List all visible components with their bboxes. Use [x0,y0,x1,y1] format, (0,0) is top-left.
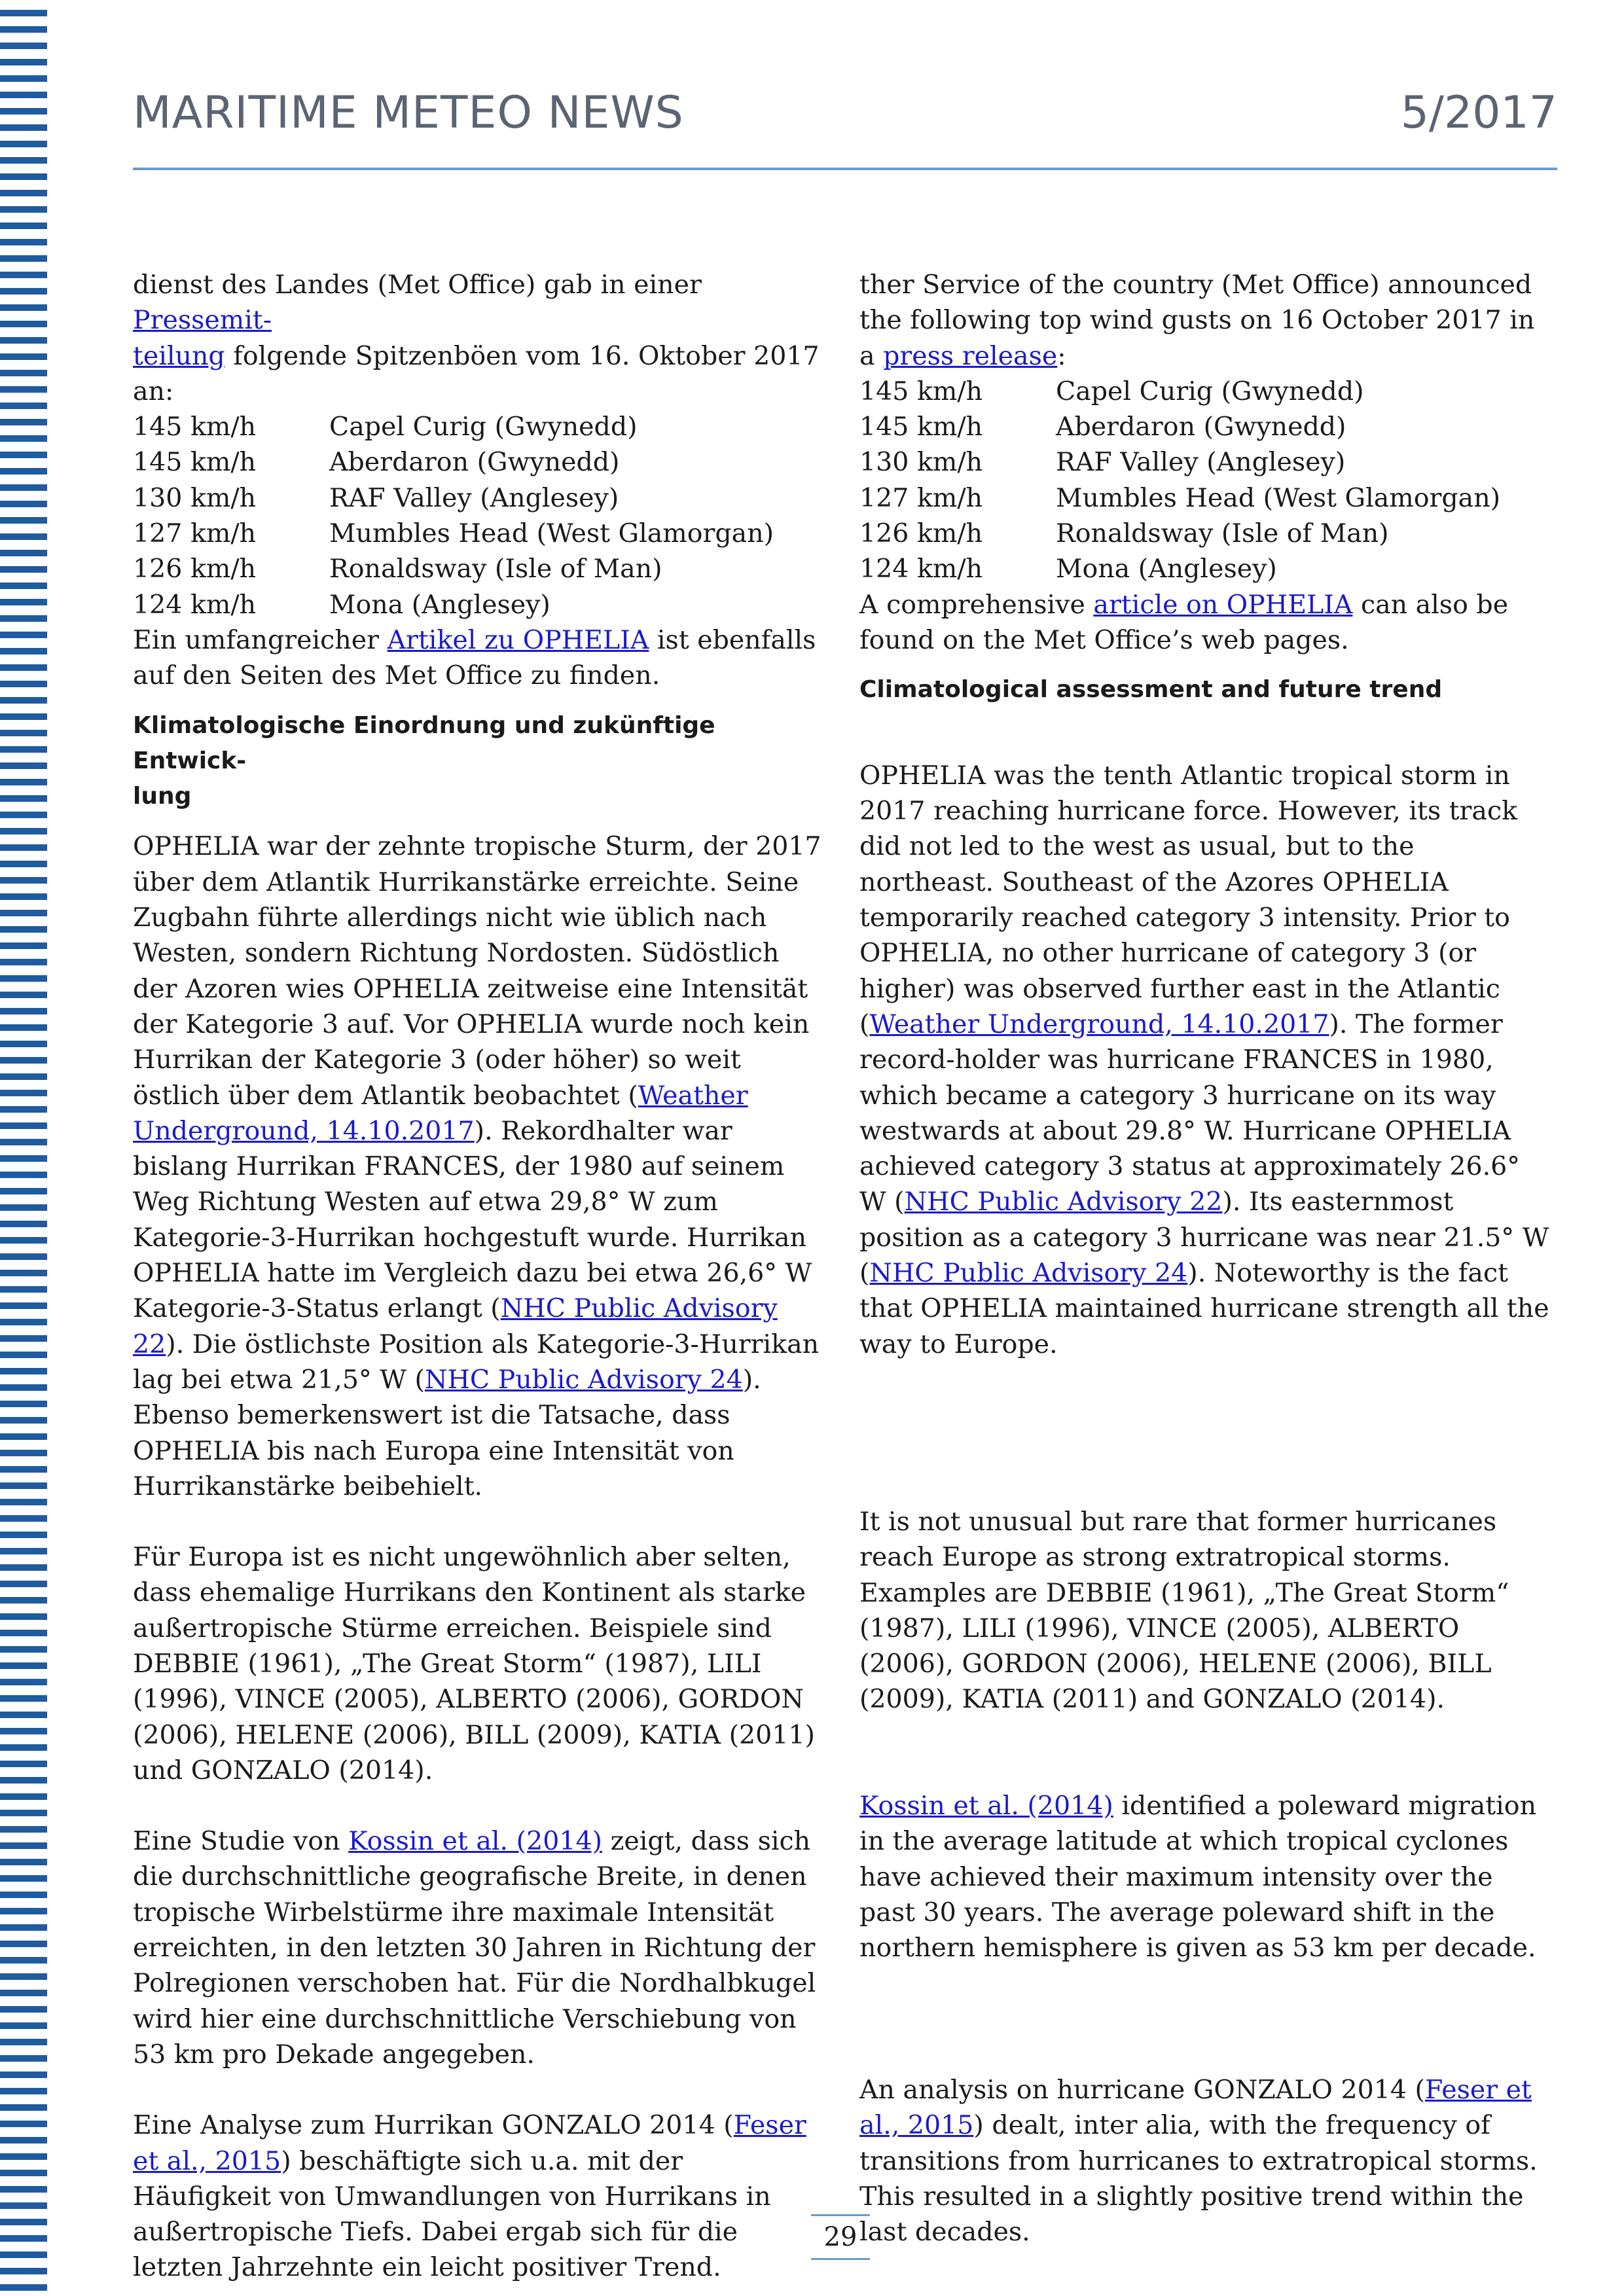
de-press-release-link-cont[interactable]: teilung [133,340,225,371]
masthead [133,84,1557,143]
de-gust-row: 145 km/h Aberdaron (Gwynedd) [133,447,620,478]
en-paragraph-3: Kossin et al. (2014) identified a poleward migration in the average latitude at which tropical cyclones have achieved their maximum intensity over the past 30 years. The average poleward shift in the northern hemisphere is given as 53 km per decade. [859,1790,1537,1964]
de-nhc-advisory-22-link[interactable]: NHC Public Advisory 22 [133,1293,778,1359]
de-press-release-link[interactable]: Pressemit- [133,305,272,336]
en-gust-row: 124 km/h Mona (Anglesey) [859,554,1277,584]
de-article-note: Ein umfangreicher Artikel zu OPHELIA ist ebenfalls auf den Seiten des Met Office zu finden. [133,624,816,691]
en-article-note: A comprehensive article on OPHELIA can also be found on the Met Office’s web pages. [859,589,1509,655]
en-paragraph-2: It is not unusual but rare that former hurricanes reach Europe as strong extratropical storms. Examples are DEBBIE (1961), „The Great Storm“ (1987), LILI (1996), VINCE (2005), ALBERTO (2006), GORDON (2006), HELENE (2006), BILL (2009), KATIA (2011) and GONZALO (2014). [859,1506,1509,1715]
en-press-release-link[interactable]: press release [883,340,1058,371]
de-gust-row: 127 km/h Mumbles Head (West Glamorgan) [133,518,774,549]
de-weather-underground-link[interactable]: Weather Underground, 14.10.2017 [133,1080,748,1146]
header-rule [133,168,1557,170]
de-kossin-link[interactable]: Kossin et al. (2014) [348,1826,603,1857]
en-gust-row: 145 km/h Capel Curig (Gwynedd) [859,376,1364,406]
en-gust-row: 130 km/h RAF Valley (Anglesey) [859,447,1346,478]
en-gust-row: 145 km/h Aberdaron (Gwynedd) [859,412,1346,442]
en-article-link[interactable]: article on OPHELIA [1093,589,1353,620]
de-article-link[interactable]: Artikel zu OPHELIA [387,624,649,655]
en-gust-row: 126 km/h Ronaldsway (Isle of Man) [859,518,1389,549]
de-paragraph-3: Eine Studie von Kossin et al. (2014) zeigt, dass sich die durchschnittliche geografische Breite, in denen tropische Wirbelstürme ihre maximale Intensität erreichten, in den letzten 30 Jahren in Richtung der Polregionen verschoben hat. Für die Nordhalbkugel wird hier eine durchschnittliche Verschiebung von 53 km pro Dekade angegeben. [133,1826,816,2070]
en-feser-link[interactable]: Feser et al., 2015 [859,2075,1532,2141]
en-section-heading: Climatological assessment and future trend [859,676,1443,704]
de-paragraph-4: Eine Analyse zum Hurrikan GONZALO 2014 (Feser et al., 2015) beschäftigte sich u.a. mit der Häufigkeit von Umwandlungen von Hurrikans in außertropische Tiefs. Dabei ergab sich für die letzten Jahrzehnte ein leicht positiver Trend. [133,2110,806,2283]
english-column [859,267,1555,2250]
en-gust-list [859,374,1555,587]
de-nhc-advisory-24-link[interactable]: NHC Public Advisory 24 [424,1364,743,1395]
issue-number: 5/2017 [1400,87,1557,139]
de-gust-row: 145 km/h Capel Curig (Gwynedd) [133,412,638,442]
page-number: 29 [811,2214,870,2260]
en-intro: ther Service of the country (Met Office) announced the following top wind gusts on 16 October 2017 in a press release: [859,270,1535,371]
de-paragraph-2: Für Europa ist es nicht ungewöhnlich aber selten, dass ehemalige Hurrikans den Kontinent als starke außertropische Stürme erreichen. Beispiele sind DEBBIE (1961), „The Great Storm“ (1987), LILI (1996), VINCE (2005), ALBERTO (2006), GORDON (2006), HELENE (2006), BILL (2009), KATIA (2011) und GONZALO (2014). [133,1542,815,1785]
de-gust-row: 126 km/h Ronaldsway (Isle of Man) [133,554,662,584]
en-weather-underground-link[interactable]: Weather Underground, 14.10.2017 [869,1009,1329,1039]
de-feser-link[interactable]: Feser et al., 2015 [133,2110,806,2176]
en-paragraph-1: OPHELIA was the tenth Atlantic tropical storm in 2017 reaching hurricane force. However, its track did not led to the west as usual, but to the northeast. Southeast of the Azores OPHELIA temporarily reached category 3 intensity. Prior to OPHELIA, no other hurricane of category 3 (or higher) was observed further east in the Atlantic (Weather Underground, 14.10.2017). The former record-holder was hurricane FRANCES in 1980, which became a category 3 hurricane on its way westwards at about 29.8° W. Hurricane OPHELIA achieved category 3 status at approximately 26.6° W (NHC Public Advisory 22). Its easternmost position as a category 3 hurricane was near 21.5° W (NHC Public Advisory 24). Noteworthy is the fact that OPHELIA maintained hurricane strength all the way to Europe. [859,760,1549,1359]
de-intro: dienst des Landes (Met Office) gab in einer Pressemit- teilung folgende Spitzenböen vom 16. Oktober 2017 an: [133,270,820,406]
german-column [133,267,828,2286]
decorative-stripe-bar [0,0,47,2296]
publication-title: MARITIME METEO NEWS [133,87,684,139]
de-gust-list [133,409,828,622]
en-paragraph-4: An analysis on hurricane GONZALO 2014 (Feser et al., 2015) dealt, inter alia, with the frequency of transitions from hurricanes to extratropical storms. This resulted in a slightly positive trend within the last decades. [859,2075,1538,2248]
de-gust-row: 124 km/h Mona (Anglesey) [133,589,550,620]
de-section-heading: Klimatologische Einordnung und zukünftige Entwick- lung [133,711,715,810]
de-paragraph-1: OPHELIA war der zehnte tropische Sturm, der 2017 über dem Atlantik Hurrikanstärke erreichte. Seine Zugbahn führte allerdings nicht wie üblich nach Westen, sondern Richtung Nordosten. Südöstlich der Azoren wies OPHELIA zeitweise eine Intensität der Kategorie 3 auf. Vor OPHELIA wurde noch kein Hurrikan der Kategorie 3 (oder höher) so weit östlich über dem Atlantik beobachtet (Weather Underground, 14.10.2017). Rekordhalter war bislang Hurrikan FRANCES, der 1980 auf seinem Weg Richtung Westen auf etwa 29,8° W zum Kategorie-3-Hurrikan hochgestuft wurde. Hurrikan OPHELIA hatte im Vergleich dazu bei etwa 26,6° W Kategorie-3-Status erlangt (NHC Public Advisory 22). Die östlichste Position als Kategorie-3-Hurrikan lag bei etwa 21,5° W (NHC Public Advisory 24). Ebenso bemerkenswert ist die Tatsache, dass OPHELIA bis nach Europa eine Intensität von Hurrikanstärke beibehielt. [133,831,821,1501]
en-gust-row: 127 km/h Mumbles Head (West Glamorgan) [859,482,1501,513]
en-nhc-advisory-24-link[interactable]: NHC Public Advisory 24 [869,1258,1188,1289]
de-gust-row: 130 km/h RAF Valley (Anglesey) [133,482,619,513]
en-kossin-link[interactable]: Kossin et al. (2014) [859,1790,1113,1821]
en-nhc-advisory-22-link[interactable]: NHC Public Advisory 22 [904,1187,1223,1217]
